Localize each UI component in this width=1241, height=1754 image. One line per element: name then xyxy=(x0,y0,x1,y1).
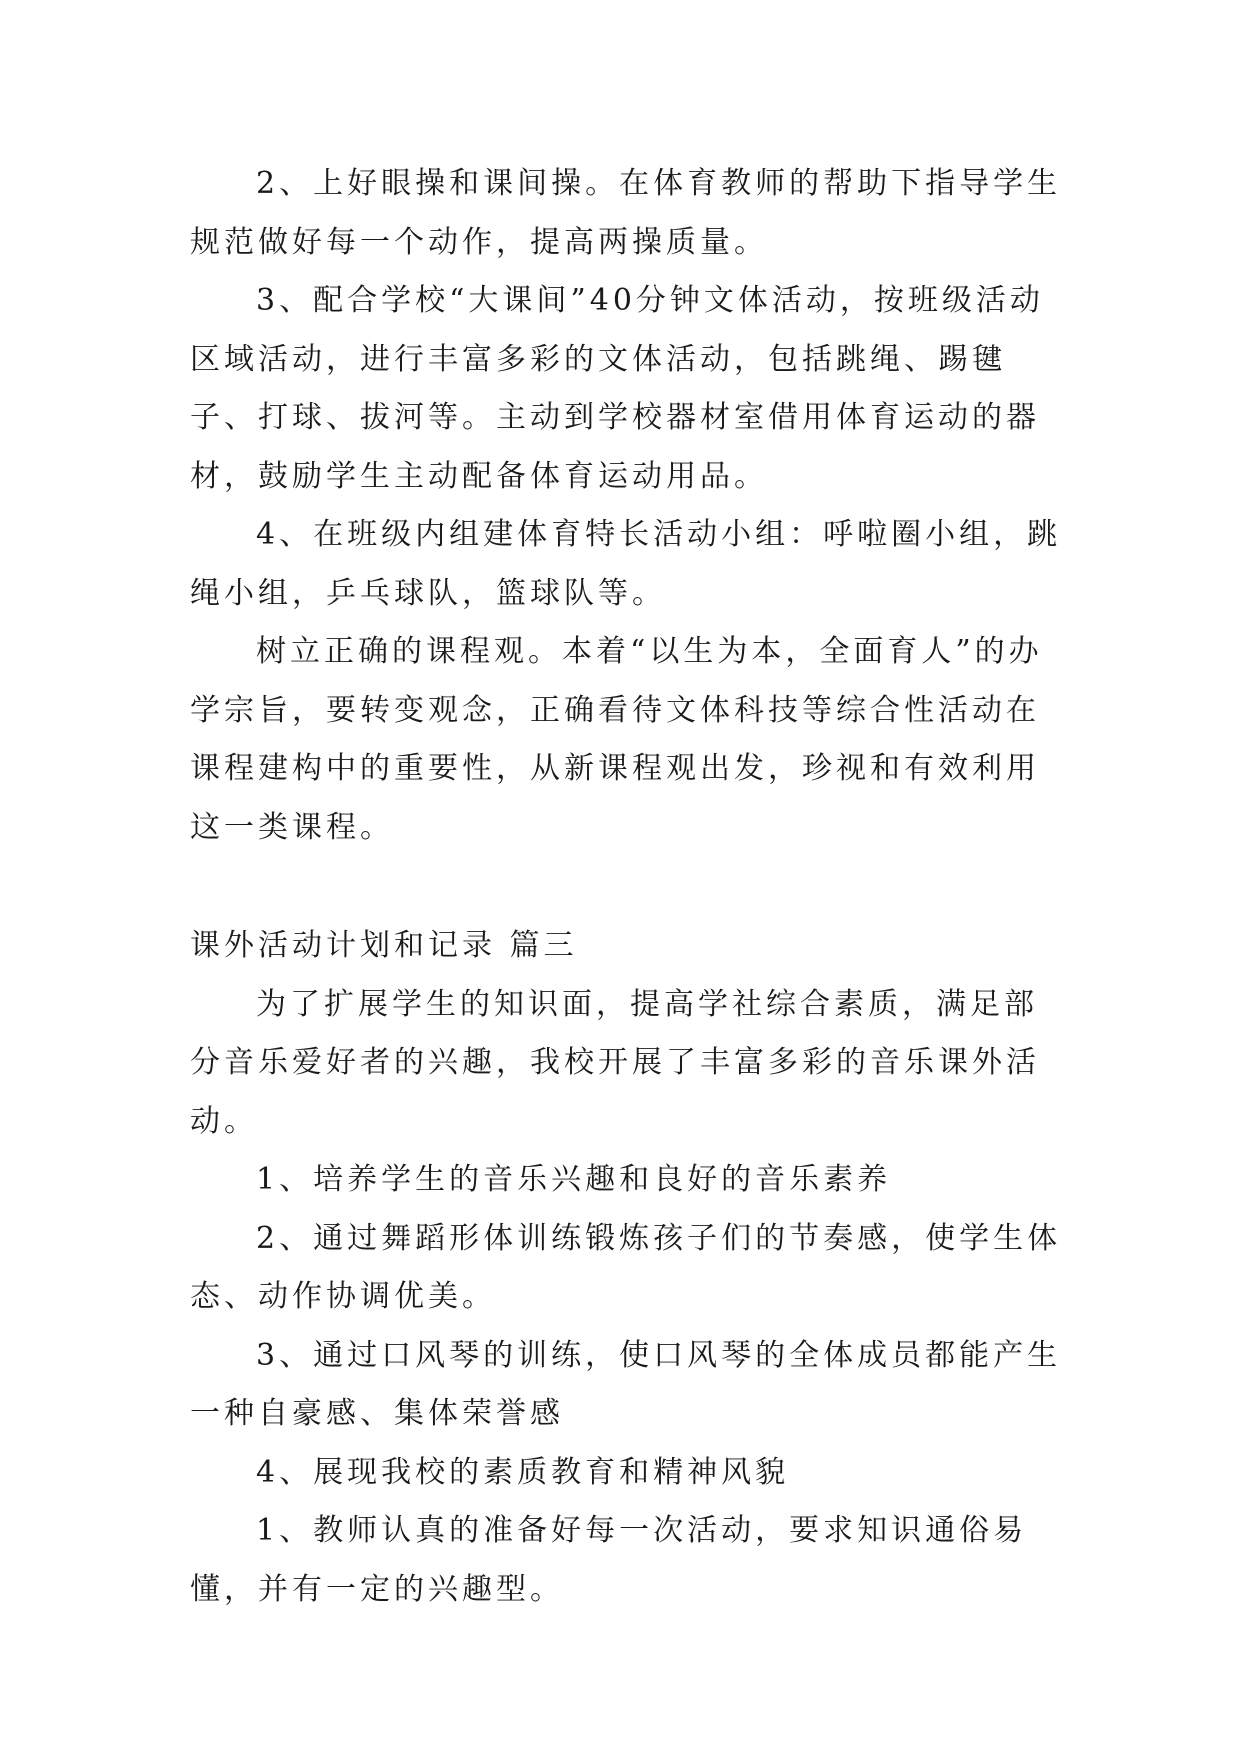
section-title: 课外活动计划和记录 篇三 xyxy=(190,928,578,963)
paragraph-eye-exercise: 2、上好眼操和课间操。在体育教师的帮助下指导学生规范做好每一个动作，提高两操质量。 xyxy=(190,166,1062,260)
paragraph-music-goal-2: 2、通过舞蹈形体训练锻炼孩子们的节奏感，使学生体态、动作协调优美。 xyxy=(190,1220,1062,1314)
paragraph-music-goal-4: 4、展现我校的素质教育和精神风貌 xyxy=(256,1454,790,1490)
paragraph-music-intro: 为了扩展学生的知识面，提高学社综合素质，满足部分音乐爱好者的兴趣，我校开展了丰富多彩的音乐课外活动。 xyxy=(190,986,1040,1139)
document-body xyxy=(190,155,1070,1619)
paragraph-sports-groups: 4、在班级内组建体育特长活动小组：呼啦圈小组，跳绳小组，乒乓球队，篮球队等。 xyxy=(190,517,1062,611)
paragraph-music-goal-3: 3、通过口风琴的训练，使口风琴的全体成员都能产生一种自豪感、集体荣誉感 xyxy=(190,1337,1062,1431)
paragraph-teacher-preparation: 1、教师认真的准备好每一次活动，要求知识通俗易懂，并有一定的兴趣型。 xyxy=(190,1513,1028,1607)
paragraph-big-break-activities: 3、配合学校“大课间”40分钟文体活动，按班级活动区域活动，进行丰富多彩的文体活动，包括跳绳、踢毽子、打球、拔河等。主动到学校器材室借用体育运动的器材，鼓励学生主动配备体育运动用品。 xyxy=(190,283,1044,494)
paragraph-music-goal-1: 1、培养学生的音乐兴趣和良好的音乐素养 xyxy=(256,1162,892,1197)
paragraph-curriculum-view: 树立正确的课程观。本着“以生为本，全面育人”的办学宗旨，要转变观念，正确看待文体科技等综合性活动在课程建构中的重要性，从新课程观出发，珍视和有效利用这一类课程。 xyxy=(190,634,1043,845)
